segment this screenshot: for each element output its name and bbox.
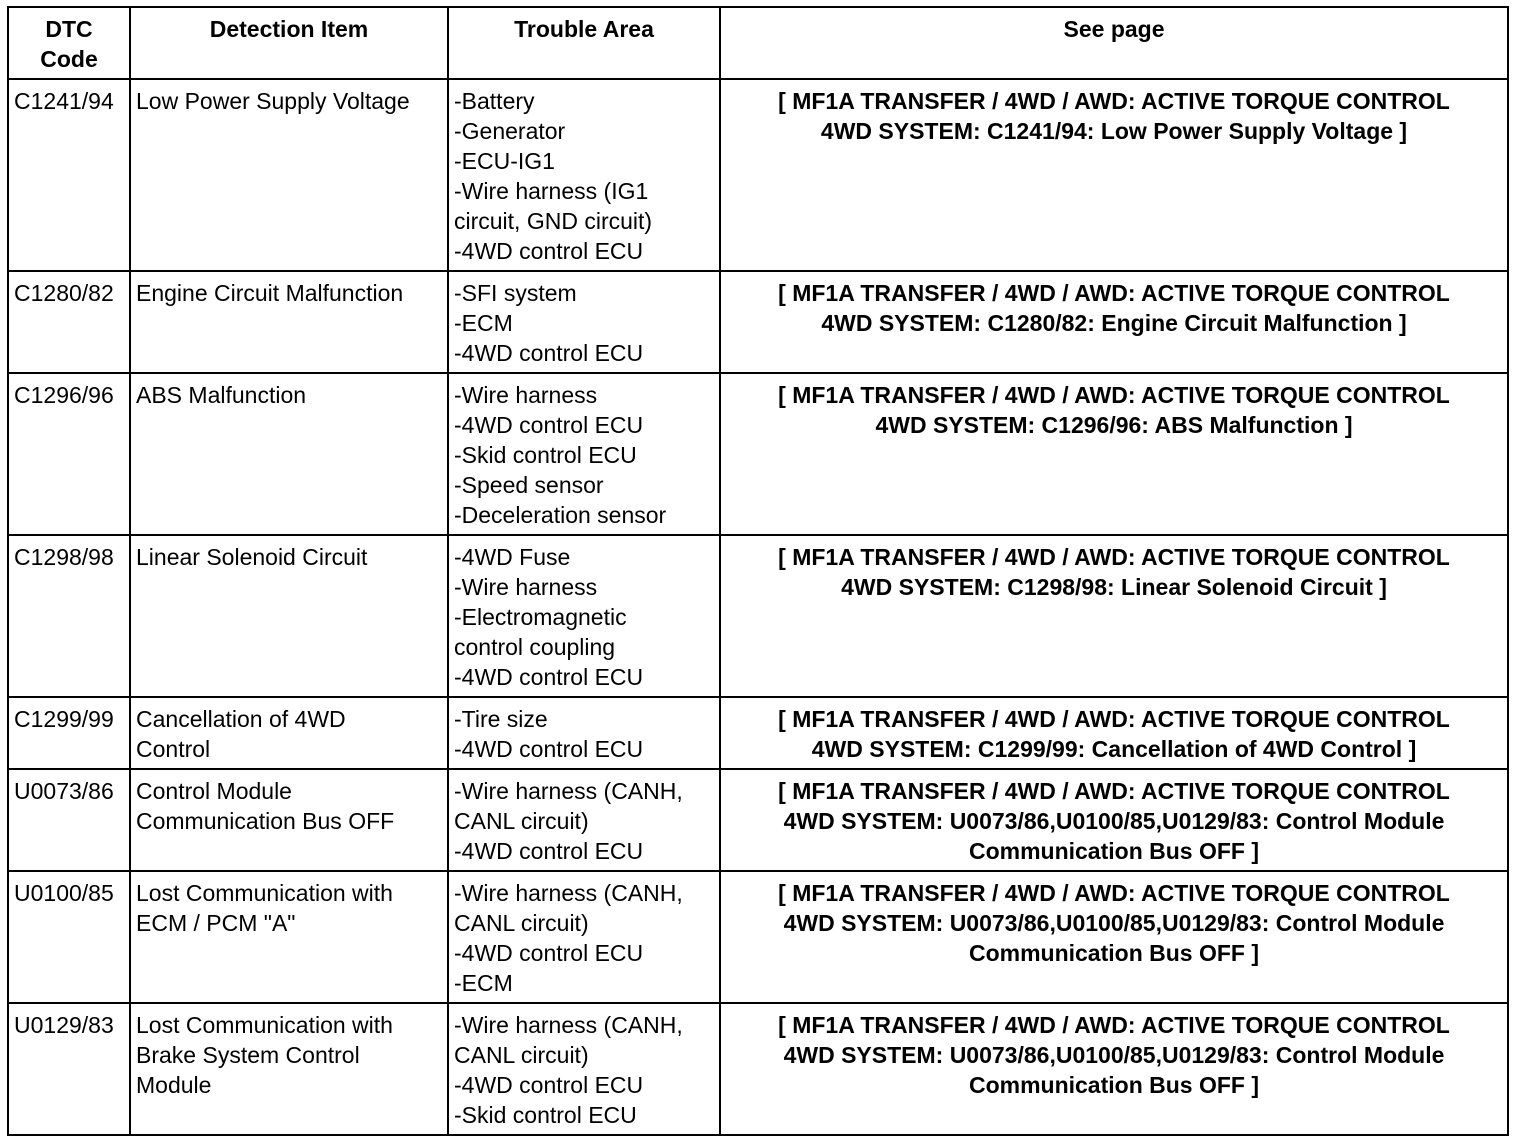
see-page-line: [ MF1A TRANSFER / 4WD / AWD: ACTIVE TORQUE CONTROL	[778, 88, 1450, 114]
trouble-area-line: -4WD control ECU	[454, 412, 644, 438]
trouble-area-line: -Deceleration sensor	[454, 502, 667, 528]
trouble-area-cell	[448, 871, 720, 1003]
see-page-line: [ MF1A TRANSFER / 4WD / AWD: ACTIVE TORQUE CONTROL	[778, 382, 1450, 408]
see-page-line: 4WD SYSTEM: U0073/86,U0100/85,U0129/83: Control Module	[783, 910, 1445, 936]
dtc-code-cell: C1280/82	[8, 271, 130, 373]
trouble-area-line: CANL circuit)	[454, 808, 589, 834]
trouble-area-line: -Wire harness	[454, 574, 598, 600]
see-page-line: [ MF1A TRANSFER / 4WD / AWD: ACTIVE TORQUE CONTROL	[778, 1012, 1450, 1038]
dtc-code-cell: C1241/94	[8, 79, 130, 271]
see-page-cell	[720, 769, 1508, 871]
detection-item-line: Communication Bus OFF	[136, 808, 395, 834]
see-page-cell	[720, 535, 1508, 697]
see-page-line: [ MF1A TRANSFER / 4WD / AWD: ACTIVE TORQUE CONTROL	[778, 280, 1450, 306]
see-page-line: [ MF1A TRANSFER / 4WD / AWD: ACTIVE TORQUE CONTROL	[778, 544, 1450, 570]
trouble-area-line: -4WD control ECU	[454, 940, 644, 966]
trouble-area-line: CANL circuit)	[454, 1042, 589, 1068]
see-page-cell	[720, 373, 1508, 535]
trouble-area-cell	[448, 1003, 720, 1135]
dtc-table	[7, 6, 1509, 1136]
table-row	[8, 373, 1508, 535]
detection-item-line: Control	[136, 736, 211, 762]
trouble-area-line: -4WD Fuse	[454, 544, 571, 570]
trouble-area-line: control coupling	[454, 634, 616, 660]
see-page-line: 4WD SYSTEM: U0073/86,U0100/85,U0129/83: Control Module	[783, 1042, 1445, 1068]
trouble-area-line: -ECU-IG1	[454, 148, 555, 174]
detection-item-line: Engine Circuit Malfunction	[136, 280, 404, 306]
detection-item-line: Control Module	[136, 778, 292, 804]
see-page-line: [ MF1A TRANSFER / 4WD / AWD: ACTIVE TORQUE CONTROL	[778, 706, 1450, 732]
see-page-cell	[720, 79, 1508, 271]
header-trouble-area: Trouble Area	[448, 7, 720, 79]
table-row	[8, 871, 1508, 1003]
detection-item-line: Lost Communication with	[136, 1012, 393, 1038]
trouble-area-line: -Speed sensor	[454, 472, 604, 498]
header-dtc-code-line1: DTC	[45, 16, 93, 42]
detection-item-cell	[130, 79, 448, 271]
trouble-area-line: -Battery	[454, 88, 535, 114]
trouble-area-cell	[448, 769, 720, 871]
trouble-area-line: -Generator	[454, 118, 566, 144]
trouble-area-line: -Tire size	[454, 706, 548, 732]
trouble-area-line: -Wire harness (CANH,	[454, 880, 683, 906]
header-row	[8, 7, 1508, 79]
header-dtc-code	[8, 7, 130, 79]
trouble-area-line: -4WD control ECU	[454, 736, 644, 762]
detection-item-line: Linear Solenoid Circuit	[136, 544, 368, 570]
see-page-line: 4WD SYSTEM: C1298/98: Linear Solenoid Circuit ]	[841, 574, 1387, 600]
dtc-code-cell: U0129/83	[8, 1003, 130, 1135]
trouble-area-line: -4WD control ECU	[454, 664, 644, 690]
see-page-cell	[720, 871, 1508, 1003]
trouble-area-line: -4WD control ECU	[454, 1072, 644, 1098]
detection-item-line: Lost Communication with	[136, 880, 393, 906]
detection-item-line: Module	[136, 1072, 212, 1098]
detection-item-line: ABS Malfunction	[136, 382, 307, 408]
trouble-area-line: -4WD control ECU	[454, 238, 644, 264]
detection-item-line: Low Power Supply Voltage	[136, 88, 410, 114]
trouble-area-line: -Skid control ECU	[454, 1102, 637, 1128]
trouble-area-cell	[448, 79, 720, 271]
trouble-area-line: -ECM	[454, 970, 513, 996]
trouble-area-line: -Wire harness (CANH,	[454, 1012, 683, 1038]
detection-item-cell	[130, 697, 448, 769]
table-row	[8, 535, 1508, 697]
trouble-area-line: CANL circuit)	[454, 910, 589, 936]
trouble-area-cell	[448, 271, 720, 373]
header-dtc-code-line2: Code	[40, 46, 98, 72]
detection-item-cell	[130, 871, 448, 1003]
detection-item-line: Cancellation of 4WD	[136, 706, 346, 732]
trouble-area-line: -ECM	[454, 310, 513, 336]
trouble-area-cell	[448, 535, 720, 697]
dtc-table-body	[8, 79, 1508, 1135]
table-row	[8, 697, 1508, 769]
see-page-line: Communication Bus OFF ]	[968, 940, 1260, 966]
see-page-line: [ MF1A TRANSFER / 4WD / AWD: ACTIVE TORQUE CONTROL	[778, 880, 1450, 906]
detection-item-line: ECM / PCM "A"	[136, 910, 296, 936]
dtc-code-cell: C1296/96	[8, 373, 130, 535]
detection-item-line: Brake System Control	[136, 1042, 360, 1068]
trouble-area-line: -Wire harness	[454, 382, 598, 408]
detection-item-cell	[130, 271, 448, 373]
see-page-line: [ MF1A TRANSFER / 4WD / AWD: ACTIVE TORQUE CONTROL	[778, 778, 1450, 804]
trouble-area-cell	[448, 697, 720, 769]
see-page-line: 4WD SYSTEM: C1241/94: Low Power Supply Voltage ]	[820, 118, 1408, 144]
dtc-code-cell: U0100/85	[8, 871, 130, 1003]
dtc-code-cell: C1298/98	[8, 535, 130, 697]
trouble-area-line: -4WD control ECU	[454, 340, 644, 366]
see-page-cell	[720, 697, 1508, 769]
trouble-area-line: -SFI system	[454, 280, 577, 306]
trouble-area-line: -Skid control ECU	[454, 442, 637, 468]
see-page-line: 4WD SYSTEM: C1280/82: Engine Circuit Malfunction ]	[821, 310, 1407, 336]
table-row	[8, 271, 1508, 373]
table-row	[8, 769, 1508, 871]
detection-item-cell	[130, 769, 448, 871]
detection-item-cell	[130, 1003, 448, 1135]
dtc-code-cell: U0073/86	[8, 769, 130, 871]
table-row	[8, 79, 1508, 271]
dtc-code-cell: C1299/99	[8, 697, 130, 769]
header-detection-item: Detection Item	[130, 7, 448, 79]
see-page-cell	[720, 271, 1508, 373]
trouble-area-line: circuit, GND circuit)	[454, 208, 653, 234]
see-page-line: Communication Bus OFF ]	[968, 838, 1260, 864]
see-page-cell	[720, 1003, 1508, 1135]
header-see-page: See page	[720, 7, 1508, 79]
trouble-area-line: -4WD control ECU	[454, 838, 644, 864]
trouble-area-line: -Wire harness (IG1	[454, 178, 649, 204]
trouble-area-cell	[448, 373, 720, 535]
table-row	[8, 1003, 1508, 1135]
see-page-line: 4WD SYSTEM: C1299/99: Cancellation of 4WD Control ]	[811, 736, 1417, 762]
trouble-area-line: -Electromagnetic	[454, 604, 627, 630]
detection-item-cell	[130, 373, 448, 535]
see-page-line: 4WD SYSTEM: U0073/86,U0100/85,U0129/83: Control Module	[783, 808, 1445, 834]
detection-item-cell	[130, 535, 448, 697]
see-page-line: 4WD SYSTEM: C1296/96: ABS Malfunction ]	[875, 412, 1353, 438]
see-page-line: Communication Bus OFF ]	[968, 1072, 1260, 1098]
trouble-area-line: -Wire harness (CANH,	[454, 778, 683, 804]
